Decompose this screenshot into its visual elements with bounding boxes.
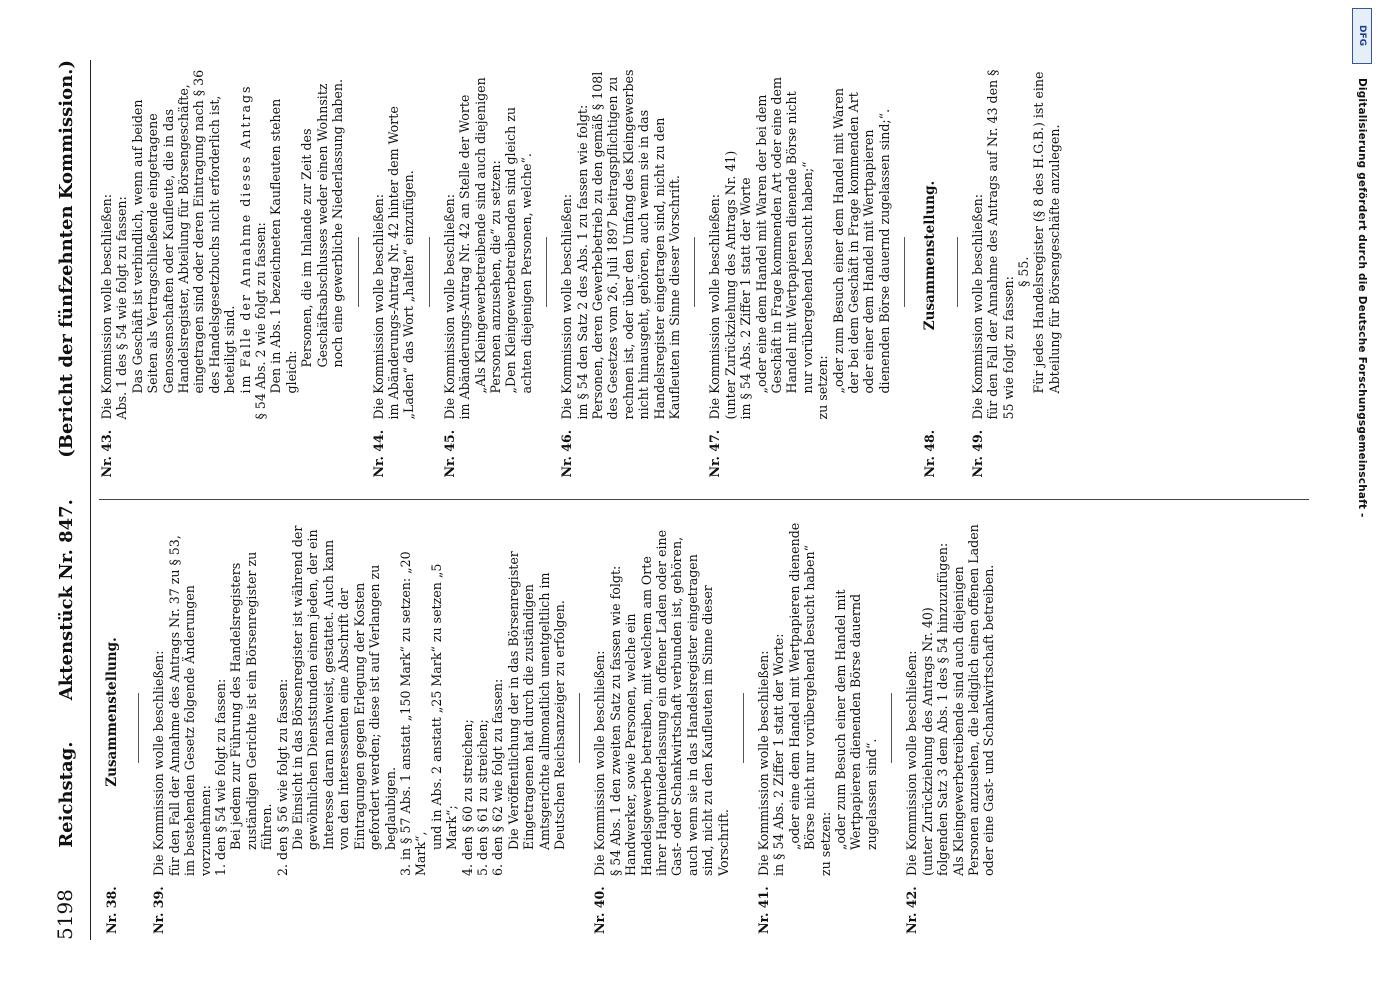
entry-intro: Die Kommission wolle beschließen: bbox=[99, 193, 114, 420]
abs2: § 54 Abs. 2 wie folgt zu fassen: bbox=[253, 222, 269, 420]
item-3-text: und in Abs. 2 anstatt „25 Mark“ zu setzen „5 Mark“; bbox=[428, 563, 460, 850]
item-1: 1. den § 54 wie folgt zu fassen: bbox=[213, 678, 229, 876]
item-1-text: Bei jedem zur Führung des Handelsregisters zuständigen Gerichte ist ein Börsenregister zu führen. bbox=[228, 551, 275, 850]
divider bbox=[743, 693, 744, 763]
entry-number: Nr. 46. bbox=[559, 429, 575, 478]
entry-43 bbox=[99, 66, 346, 478]
entry-49 bbox=[970, 66, 1062, 478]
entry-intro: Die Kommission wolle beschließen: bbox=[969, 193, 985, 420]
entry-heading: Zusammenstellung. bbox=[104, 637, 120, 787]
entry-intro: Die Kommission wolle beschließen: bbox=[441, 193, 457, 420]
entry-intro: Die Kommission wolle beschließen: bbox=[707, 193, 723, 420]
entry-text: für den Fall der Annahme des Antrags auf Nr. 43 den § 55 wie folgt zu fassen: bbox=[985, 69, 1016, 420]
entry-text: im § 54 Abs. 2 Ziffer 1 statt der Worte bbox=[738, 177, 754, 420]
entry-47 bbox=[707, 66, 892, 478]
divider bbox=[694, 237, 695, 307]
quote-1: „Als Kleingewerbetreibende sind auch diejenigen Personen anzusehen, die“ zu setzen: bbox=[472, 77, 503, 394]
page-number: 5198 bbox=[53, 889, 77, 940]
entry-45 bbox=[442, 66, 534, 478]
quote-2: „Den Kleingewerbetreibenden sind gleich zu achten diejenigen Personen, welche“. bbox=[503, 107, 534, 394]
entry-intro: Die Kommission wolle beschließen: bbox=[370, 193, 386, 420]
entry-text: im § 54 den Satz 2 des Abs. 1 zu fassen wie folgt: Personen, deren Gewerbebetrieb zu den gemäß § 108l des Gesetzes vom 26. Juli 1897 beitragspflichtigen zu rechnen ist, oder über den Umfang des Kleingewerbes nicht hinausgeht, gehören, auch wenn sie in das Handelsregister eingetragen sind, nicht zu den Kaufleuten im Sinne dieser Vorschrift. bbox=[574, 69, 682, 420]
right-column bbox=[99, 60, 1309, 484]
entry-number: Nr. 43. bbox=[99, 429, 114, 478]
header-right: (Bericht der fünfzehnten Kommission.) bbox=[56, 60, 77, 458]
divider bbox=[904, 237, 905, 307]
entry-text: im Abänderungs-Antrag Nr. 42 an Stelle der Worte bbox=[457, 94, 473, 420]
page-header bbox=[53, 60, 86, 940]
item-5: 5. den § 61 zu streichen; bbox=[474, 719, 490, 876]
item-6: 6. den § 62 wie folgt zu fassen: bbox=[490, 678, 506, 876]
digitization-note: Digitalisierung gefördert durch die Deutsche Forschungsgemeinschaft - bbox=[1356, 78, 1368, 518]
quote-1: „oder eine dem Handel mit Waren der bei dem Geschäft in Frage kommenden Art oder eine dem Handel mit Wertpapieren dienende Börse nicht nur vorübergehend besucht haben;“ bbox=[753, 77, 815, 394]
entry-number: Nr. 40. bbox=[592, 886, 608, 934]
entry-text: für den Fall der Annahme des Antrags Nr. 37 zu § 53, im bestehenden Gesetz folgende Änderungen vorzunehmen: bbox=[166, 535, 213, 876]
divider bbox=[358, 237, 359, 307]
divider bbox=[579, 693, 580, 763]
entry-text: folgenden Satz 3 dem Abs. 1 des § 54 hinzuzufügen: Als Kleingewerbetreibende sind auch diejenigen Personen anzusehen, die lediglich einen offenen Laden oder eine Gast- und Schankwirtschaft betreiben. bbox=[935, 524, 997, 876]
header-left: Reichstag. bbox=[56, 741, 77, 848]
entry-number: Nr. 39. bbox=[151, 886, 167, 934]
header-center: Aktenstück Nr. 847. bbox=[56, 499, 77, 701]
entry-number: Nr. 42. bbox=[904, 886, 920, 934]
entry-number: Nr. 44. bbox=[370, 429, 386, 478]
entry-number: Nr. 48. bbox=[922, 429, 938, 478]
entry-intro: Die Kommission wolle beschließen: bbox=[559, 193, 575, 420]
left-column bbox=[99, 517, 1309, 941]
item-2: 2. den § 56 wie folgt zu fassen: bbox=[274, 678, 290, 876]
entry-intro: Die Kommission wolle beschließen: bbox=[756, 650, 772, 876]
paragraph-number: § 55. bbox=[1015, 256, 1031, 287]
item-3: 3. in § 57 Abs. 1 anstatt „150 Mark“ zu setzen: „20 Mark“, bbox=[397, 551, 429, 876]
entry-sub: (unter Zurückziehung des Antrags Nr. 40) bbox=[919, 607, 935, 876]
entry-heading: Zusammenstellung. bbox=[922, 180, 939, 331]
quote: Das Geschäft ist verbindlich, wenn auf beiden Seiten als Vertragschließende eingetragene Genossenschaften oder Kaufleute, die in das Handelsregister, Abteilung für Börsengeschäfte, eingetragen sind oder deren Eintragung nach § 36 des Handelsgesetzbuchs nicht erforderlich ist, beteiligt sind. bbox=[129, 69, 238, 394]
divider bbox=[546, 237, 547, 307]
entry-46 bbox=[559, 66, 682, 478]
entry-text: im Abänderungs-Antrag Nr. 42 hinter dem Worte „Laden“ das Wort „halten“ einzufügen. bbox=[385, 106, 417, 420]
entry-number: Nr. 49. bbox=[969, 429, 985, 478]
quote-2: „oder zum Besuch einer dem Handel mit Waren der bei dem Geschäft in Frage kommenden Art oder einer dem Handel mit Wertpapieren dienenden Börse dauernd zugelassen sind;“. bbox=[830, 88, 892, 394]
entry-number: Nr. 45. bbox=[441, 429, 457, 478]
entry-38 bbox=[99, 523, 126, 935]
divider bbox=[429, 237, 430, 307]
entry-intro: Die Kommission wolle beschließen: bbox=[151, 650, 167, 876]
entry-intro: Die Kommission wolle beschließen: bbox=[592, 650, 608, 876]
entry-number: Nr. 41. bbox=[756, 886, 772, 934]
abs2-quote: Personen, die im Inlande zur Zeit des Geschäftsabschlusses weder einen Wohnsitz noch eine gewerbliche Niederlassung haben. bbox=[299, 79, 346, 368]
entry-text: Abs. 1 des § 54 wie folgt zu fassen: bbox=[114, 196, 130, 420]
entry-sub: (unter Zurückziehung des Antrags Nr. 41) bbox=[722, 150, 738, 420]
item-6-text: Die Veröffentlichung der in das Börsenregister Eingetragenen hat durch die zuständigen Amtsgerichte allmonatlich unentgeltlich im Deutschen Reichsanzeiger zu erfolgen. bbox=[505, 551, 567, 850]
divider bbox=[957, 237, 958, 307]
dfg-logo: DFG bbox=[1352, 8, 1372, 64]
item-4: 4. den § 60 zu streichen; bbox=[459, 719, 475, 876]
quote: Für jedes Handelsregister (§ 8 des H.G.B.) ist eine Abteilung für Börsengeschäfte anzulegen. bbox=[1031, 71, 1062, 394]
entry-number: Nr. 38. bbox=[104, 886, 119, 934]
entry-text: § 54 Abs. 1 den zweiten Satz zu fassen wie folgt: Handwerker, sowie Personen, welche ein Handelsgewerbe betreiben, mit welchem am Orte ihrer Hauptniederlassung ein offener Laden oder eine Gast- oder Schankwirtschaft verbunden ist, gehören, auch wenn sie in das Handelsregister eingetragen sind, nicht zu den Kaufleuten im Sinne dieser Vorschrift. bbox=[607, 529, 731, 876]
column-separator bbox=[99, 500, 1309, 501]
entry-intro: Die Kommission wolle beschließen: bbox=[904, 650, 920, 876]
entry-40 bbox=[592, 523, 731, 935]
entry-42 bbox=[904, 523, 996, 935]
divider bbox=[138, 693, 139, 763]
condition: im Falle der Annahme dieses Antrags bbox=[237, 84, 253, 394]
abs2-text: Den in Abs. 1 bezeichneten Kaufleuten stehen gleich: bbox=[268, 98, 299, 394]
entry-39 bbox=[151, 523, 567, 935]
item-2-text: Die Einsicht in das Börsenregister ist während der gewöhnlichen Dienststunden einem jeden, der ein Interesse daran nachweist, gestattet. Auch kann von den Interessenten eine Abschrift der Eintragungen gegen Erlegung der Kosten gefordert werden; diese ist auf Verlangen zu beglaubigen. bbox=[290, 525, 398, 850]
entry-44 bbox=[371, 66, 417, 478]
entry-number: Nr. 47. bbox=[707, 429, 723, 478]
entry-text: in § 54 Abs. 2 Ziffer 1 statt der Worte: bbox=[771, 633, 787, 876]
entry-48 bbox=[917, 66, 944, 478]
entry-41 bbox=[756, 523, 879, 935]
mid-text: zu setzen: bbox=[815, 355, 831, 420]
divider bbox=[891, 693, 892, 763]
quote-1: „oder eine dem Handel mit Wertpapieren dienende Börse nicht nur vorübergehend besucht haben“ bbox=[786, 522, 818, 850]
mid-text: zu setzen: bbox=[817, 811, 833, 876]
quote-2: „oder zum Besuch einer dem Handel mit Wertpapieren dienenden Börse dauernd zugelassen sind“. bbox=[833, 589, 879, 850]
header-rule bbox=[90, 60, 91, 940]
